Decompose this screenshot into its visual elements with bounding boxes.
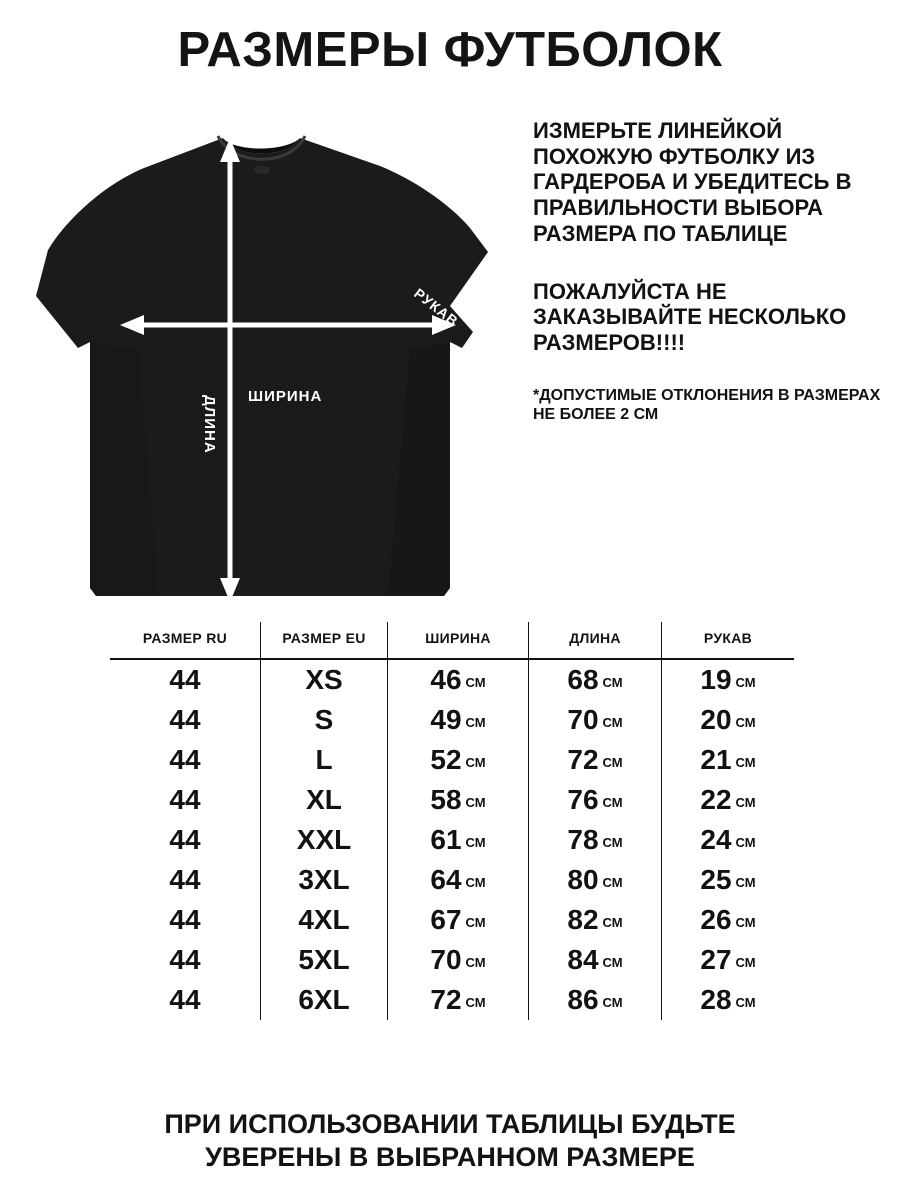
value-width: 67 <box>430 904 462 935</box>
instructions-panel <box>533 118 893 424</box>
cell-length <box>529 860 662 900</box>
value-sleeve: 24 <box>700 824 732 855</box>
value-length: 84 <box>567 944 599 975</box>
unit-cm: СМ <box>602 955 623 970</box>
unit-cm: СМ <box>735 755 756 770</box>
cell-width <box>388 659 529 700</box>
table-row <box>110 780 794 820</box>
cell-size-eu: 4XL <box>261 900 388 940</box>
cell-size-eu: 3XL <box>261 860 388 900</box>
cell-size-ru: 44 <box>110 700 261 740</box>
value-length: 70 <box>567 704 599 735</box>
value-width: 61 <box>430 824 462 855</box>
label-length: ДЛИНА <box>201 395 218 454</box>
unit-cm: СМ <box>465 915 486 930</box>
column-header-ru: РАЗМЕР RU <box>110 622 261 659</box>
cell-size-eu: XS <box>261 659 388 700</box>
value-sleeve: 25 <box>700 864 732 895</box>
cell-width <box>388 860 529 900</box>
cell-size-eu: XXL <box>261 820 388 860</box>
size-table <box>110 622 794 1020</box>
unit-cm: СМ <box>465 875 486 890</box>
page-title: РАЗМЕРЫ ФУТБОЛОК <box>177 23 723 77</box>
value-sleeve: 19 <box>700 664 732 695</box>
value-width: 70 <box>430 944 462 975</box>
unit-cm: СМ <box>465 995 486 1010</box>
unit-cm: СМ <box>602 915 623 930</box>
table-row <box>110 980 794 1020</box>
instruction-measure: ИЗМЕРЬТЕ ЛИНЕЙКОЙ ПОХОЖУЮ ФУТБОЛКУ ИЗ ГАРДЕРОБА И УБЕДИТЕСЬ В ПРАВИЛЬНОСТИ ВЫБОРА РАЗМЕРА ПО ТАБЛИЦЕ <box>533 118 852 246</box>
cell-size-ru: 44 <box>110 659 261 700</box>
value-length: 68 <box>567 664 599 695</box>
unit-cm: СМ <box>735 715 756 730</box>
cell-length <box>529 900 662 940</box>
cell-size-eu: 5XL <box>261 940 388 980</box>
value-sleeve: 28 <box>700 984 732 1015</box>
value-sleeve: 21 <box>700 744 732 775</box>
cell-length <box>529 780 662 820</box>
column-header-length: ДЛИНА <box>529 622 662 659</box>
value-length: 80 <box>567 864 599 895</box>
unit-cm: СМ <box>735 955 756 970</box>
table-body <box>110 659 794 1020</box>
cell-length <box>529 659 662 700</box>
unit-cm: СМ <box>602 795 623 810</box>
value-width: 58 <box>430 784 462 815</box>
cell-width <box>388 780 529 820</box>
value-sleeve: 20 <box>700 704 732 735</box>
cell-width <box>388 820 529 860</box>
cell-size-eu: S <box>261 700 388 740</box>
unit-cm: СМ <box>735 795 756 810</box>
cell-size-ru: 44 <box>110 820 261 860</box>
table-row <box>110 740 794 780</box>
cell-length <box>529 740 662 780</box>
value-width: 46 <box>430 664 462 695</box>
label-width: ШИРИНА <box>248 388 323 405</box>
unit-cm: СМ <box>465 955 486 970</box>
tshirt-icon <box>18 110 518 620</box>
cell-sleeve <box>662 700 795 740</box>
cell-sleeve <box>662 900 795 940</box>
cell-size-eu: 6XL <box>261 980 388 1020</box>
unit-cm: СМ <box>735 675 756 690</box>
cell-length <box>529 980 662 1020</box>
cell-size-ru: 44 <box>110 940 261 980</box>
cell-width <box>388 700 529 740</box>
unit-cm: СМ <box>735 875 756 890</box>
value-width: 49 <box>430 704 462 735</box>
cell-sleeve <box>662 940 795 980</box>
value-sleeve: 26 <box>700 904 732 935</box>
cell-size-ru: 44 <box>110 740 261 780</box>
unit-cm: СМ <box>735 835 756 850</box>
column-header-sleeve: РУКАВ <box>662 622 795 659</box>
unit-cm: СМ <box>602 675 623 690</box>
tshirt-illustration <box>18 110 518 620</box>
unit-cm: СМ <box>602 835 623 850</box>
column-header-eu: РАЗМЕР EU <box>261 622 388 659</box>
unit-cm: СМ <box>602 875 623 890</box>
value-width: 64 <box>430 864 462 895</box>
unit-cm: СМ <box>465 755 486 770</box>
table-row <box>110 860 794 900</box>
cell-length <box>529 940 662 980</box>
cell-sleeve <box>662 659 795 700</box>
value-length: 76 <box>567 784 599 815</box>
cell-sleeve <box>662 820 795 860</box>
cell-size-ru: 44 <box>110 900 261 940</box>
cell-width <box>388 900 529 940</box>
cell-size-ru: 44 <box>110 980 261 1020</box>
cell-sleeve <box>662 980 795 1020</box>
unit-cm: СМ <box>602 755 623 770</box>
cell-length <box>529 700 662 740</box>
size-table-container <box>110 622 790 1020</box>
value-sleeve: 27 <box>700 944 732 975</box>
unit-cm: СМ <box>465 795 486 810</box>
cell-width <box>388 940 529 980</box>
cell-size-ru: 44 <box>110 780 261 820</box>
footer-line-1: ПРИ ИСПОЛЬЗОВАНИИ ТАБЛИЦЫ БУДЬТЕ <box>164 1109 736 1139</box>
table-row <box>110 700 794 740</box>
table-row <box>110 940 794 980</box>
table-row <box>110 900 794 940</box>
unit-cm: СМ <box>735 995 756 1010</box>
cell-width <box>388 740 529 780</box>
value-length: 72 <box>567 744 599 775</box>
unit-cm: СМ <box>602 995 623 1010</box>
cell-length <box>529 820 662 860</box>
table-row <box>110 659 794 700</box>
instruction-single-order: ПОЖАЛУЙСТА НЕ ЗАКАЗЫВАЙТЕ НЕСКОЛЬКО РАЗМЕРОВ!!!! <box>533 278 847 356</box>
footer-note <box>0 1108 900 1174</box>
value-length: 86 <box>567 984 599 1015</box>
table-header-row <box>110 622 794 659</box>
label-sleeve: РУКАВ <box>411 285 462 330</box>
cell-width <box>388 980 529 1020</box>
value-width: 72 <box>430 984 462 1015</box>
unit-cm: СМ <box>465 675 486 690</box>
value-length: 82 <box>567 904 599 935</box>
column-header-width: ШИРИНА <box>388 622 529 659</box>
cell-size-eu: L <box>261 740 388 780</box>
cell-sleeve <box>662 860 795 900</box>
value-width: 52 <box>430 744 462 775</box>
value-length: 78 <box>567 824 599 855</box>
unit-cm: СМ <box>465 835 486 850</box>
cell-size-eu: XL <box>261 780 388 820</box>
table-row <box>110 820 794 860</box>
unit-cm: СМ <box>735 915 756 930</box>
value-sleeve: 22 <box>700 784 732 815</box>
instruction-tolerance: *ДОПУСТИМЫЕ ОТКЛОНЕНИЯ В РАЗМЕРАХ НЕ БОЛЕЕ 2 СМ <box>533 386 881 424</box>
unit-cm: СМ <box>465 715 486 730</box>
cell-sleeve <box>662 780 795 820</box>
footer-line-2: УВЕРЕНЫ В ВЫБРАННОМ РАЗМЕРЕ <box>205 1141 695 1172</box>
unit-cm: СМ <box>602 715 623 730</box>
cell-size-ru: 44 <box>110 860 261 900</box>
cell-sleeve <box>662 740 795 780</box>
